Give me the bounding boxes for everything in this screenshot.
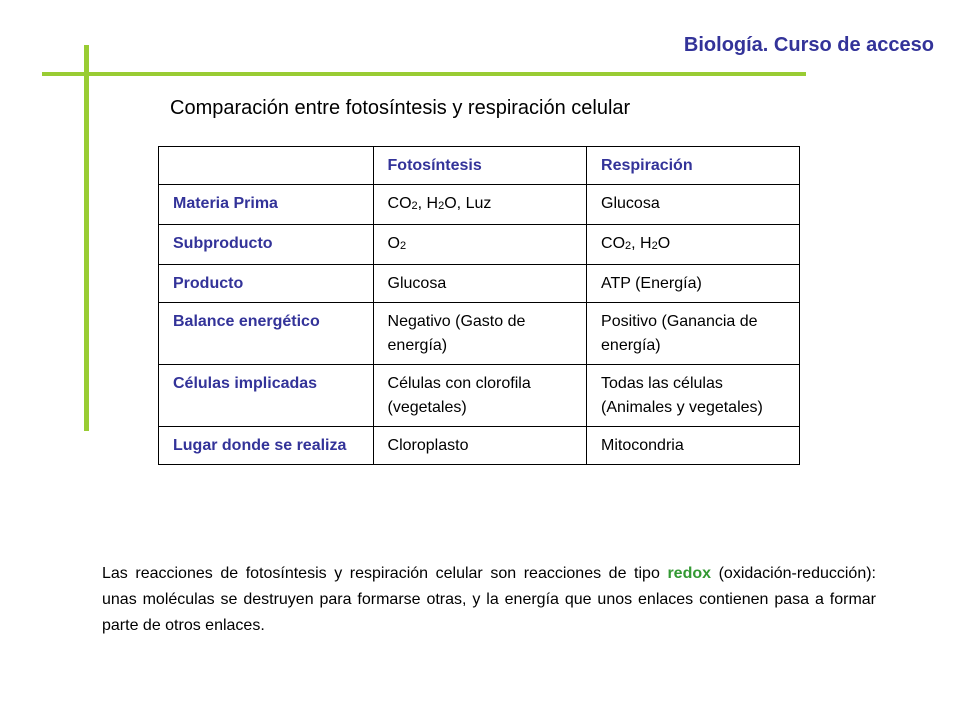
- cell-text: O: [387, 235, 400, 252]
- cell-text: O: [657, 235, 671, 252]
- accent-vertical-bar: [84, 45, 89, 431]
- cell-text: , H: [417, 195, 439, 212]
- cell-text: Glucosa: [387, 275, 447, 292]
- table-body: [159, 185, 800, 465]
- cell-fotosintesis: [373, 265, 586, 303]
- cell-fotosintesis: [373, 365, 586, 427]
- subscript: 2: [399, 240, 407, 252]
- cell-text: , H: [631, 235, 652, 252]
- subscript: 2: [411, 200, 418, 212]
- cell-fotosintesis: [373, 303, 586, 365]
- note-redox-highlight: redox: [667, 565, 712, 582]
- cell-respiracion: [587, 225, 800, 265]
- subscript: 2: [438, 200, 445, 212]
- cell-text: Todas las células (Animales y vegetales): [601, 375, 763, 416]
- redox-note: [102, 561, 876, 639]
- cell-text: CO: [387, 195, 412, 212]
- cell-fotosintesis: [373, 427, 586, 465]
- table-row: [159, 225, 800, 265]
- row-label: Producto: [159, 265, 374, 303]
- accent-horizontal-bar: [42, 72, 806, 76]
- subscript: 2: [625, 240, 632, 252]
- cell-text: ATP (Energía): [601, 275, 702, 292]
- cell-respiracion: [587, 427, 800, 465]
- course-title: Biología. Curso de acceso: [683, 34, 934, 56]
- comparison-table: [158, 146, 800, 465]
- header-respiracion: Respiración: [587, 147, 800, 185]
- cell-respiracion: [587, 365, 800, 427]
- row-label: Células implicadas: [159, 365, 374, 427]
- table-row: [159, 265, 800, 303]
- note-text-before: Las reacciones de fotosíntesis y respiración celular son reacciones de tipo: [102, 565, 668, 582]
- note-text-after: (oxidación-reducción): unas moléculas se destruyen para formarse otras, y la energía que unos enlaces contienen pasa a formar parte de otros enlaces.: [102, 565, 877, 634]
- row-label: Balance energético: [159, 303, 374, 365]
- cell-text: Células con clorofila (vegetales): [387, 375, 531, 416]
- cell-text: Positivo (Ganancia de energía): [601, 313, 758, 354]
- cell-text: CO: [601, 235, 626, 252]
- cell-text: Mitocondria: [601, 437, 684, 454]
- cell-text: Cloroplasto: [387, 437, 469, 454]
- table-header-row: [159, 147, 800, 185]
- cell-fotosintesis: [373, 225, 586, 265]
- cell-respiracion: [587, 185, 800, 225]
- cell-text: Negativo (Gasto de energía): [387, 313, 526, 354]
- table-row: [159, 303, 800, 365]
- row-label: Lugar donde se realiza: [159, 427, 374, 465]
- row-label: Materia Prima: [159, 185, 374, 225]
- cell-text: O, Luz: [444, 195, 492, 212]
- cell-text: Glucosa: [601, 195, 660, 212]
- row-label: Subproducto: [159, 225, 374, 265]
- table-row: [159, 365, 800, 427]
- cell-respiracion: [587, 303, 800, 365]
- cell-respiracion: [587, 265, 800, 303]
- header-empty-cell: [159, 147, 374, 185]
- cell-fotosintesis: [373, 185, 586, 225]
- table-row: [159, 427, 800, 465]
- slide-title: Comparación entre fotosíntesis y respiración celular: [170, 97, 631, 119]
- header-fotosintesis: Fotosíntesis: [373, 147, 586, 185]
- table-row: [159, 185, 800, 225]
- subscript: 2: [651, 240, 658, 252]
